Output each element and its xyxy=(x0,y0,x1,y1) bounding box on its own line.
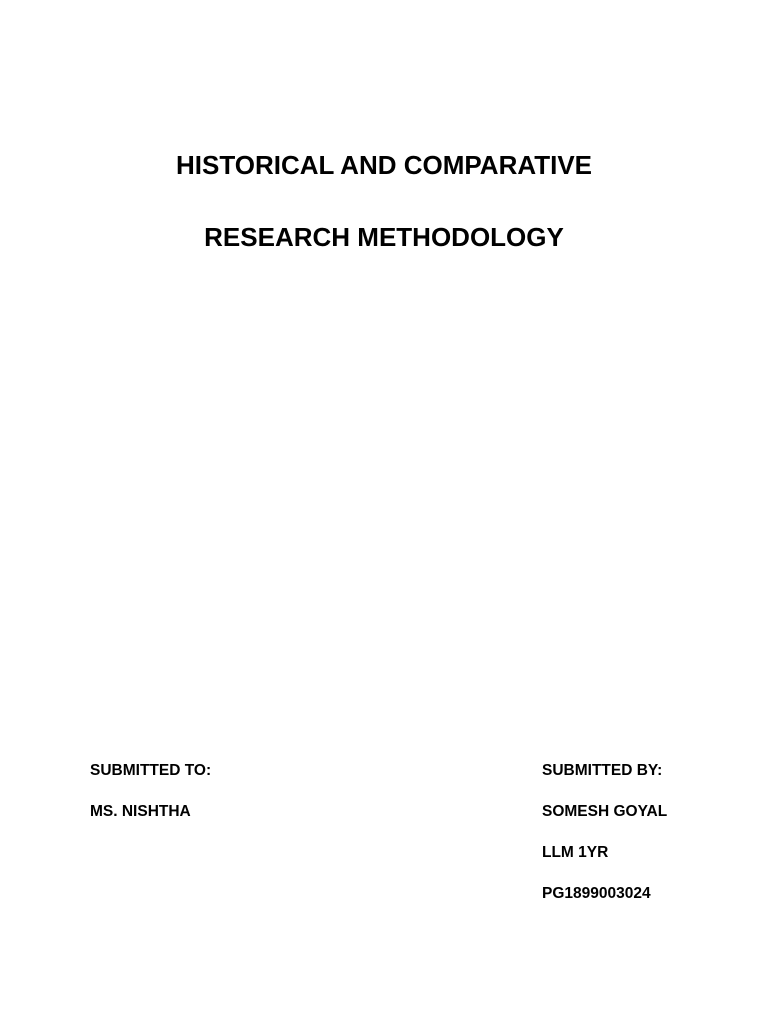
submitted-to-block xyxy=(90,760,211,842)
title-line-1: HISTORICAL AND COMPARATIVE xyxy=(175,150,592,180)
submitted-to-name: MS. NISHTHA xyxy=(90,803,191,820)
submitted-by-course: LLM 1YR xyxy=(542,844,609,861)
submitted-by-heading: SUBMITTED BY: xyxy=(542,762,663,779)
title-block xyxy=(0,148,768,254)
title-line-2: RESEARCH METHODOLOGY xyxy=(204,222,564,252)
submitted-by-name: SOMESH GOYAL xyxy=(542,803,668,820)
submitted-by-block xyxy=(542,760,667,924)
submitted-by-roll-number: PG1899003024 xyxy=(542,885,651,902)
submitted-to-heading: SUBMITTED TO: xyxy=(90,762,212,779)
